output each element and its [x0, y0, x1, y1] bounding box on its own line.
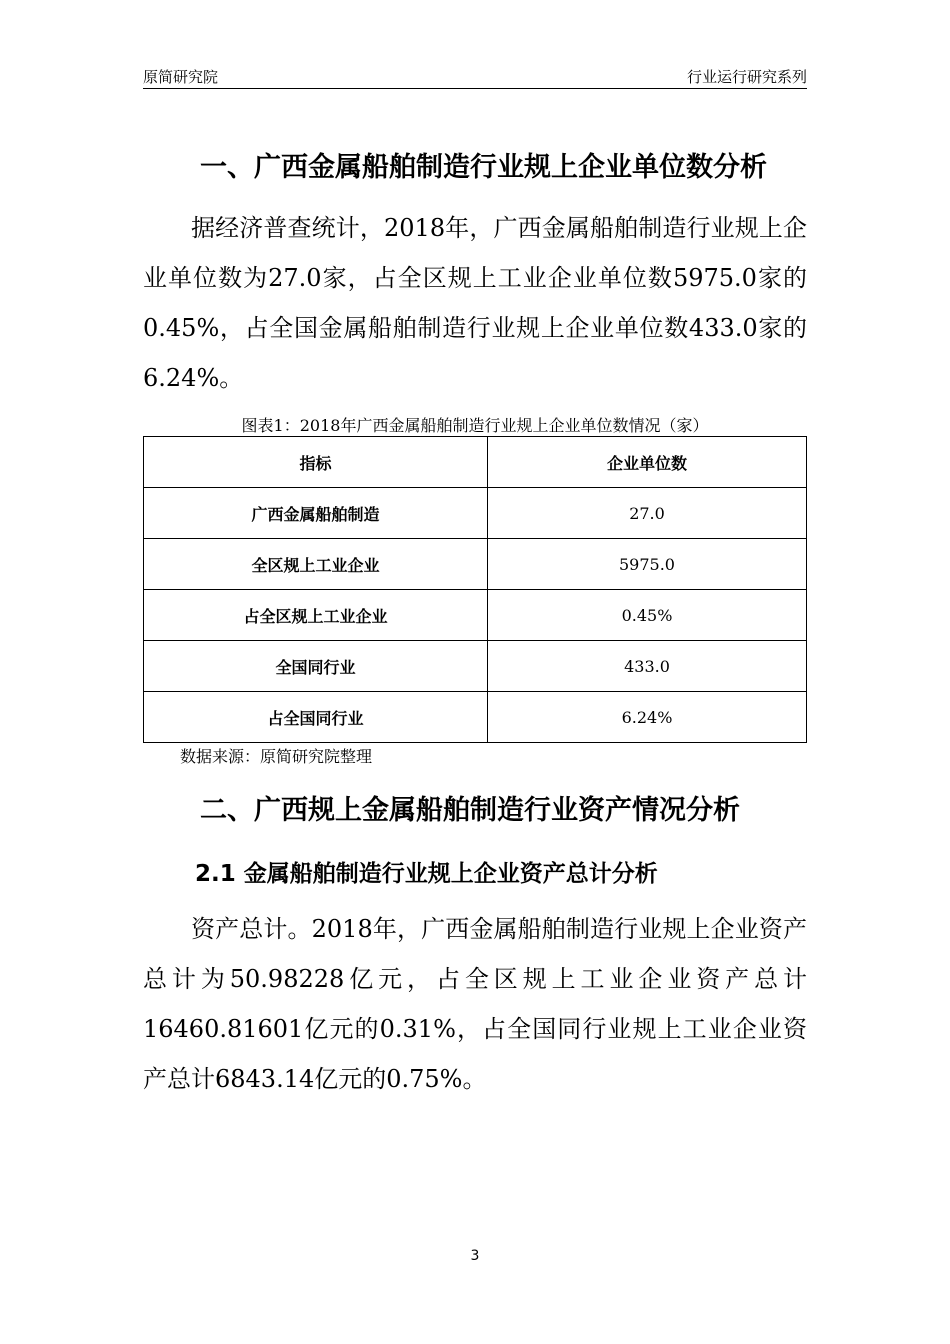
page-number: 3: [470, 1248, 480, 1264]
table-header-indicator: 指标: [144, 437, 488, 488]
subsection-title: 2.1 金属船舶制造行业规上企业资产总计分析: [195, 861, 658, 887]
table-cell-value: 5975.0: [488, 539, 807, 590]
table-cell-indicator: 全区规上工业企业: [144, 539, 488, 590]
table-row: [144, 641, 807, 692]
header-series-name: 行业运行研究系列: [686, 68, 807, 86]
table-cell-value: 27.0: [488, 488, 807, 539]
table-cell-value: 6.24%: [488, 692, 807, 743]
table-caption: 图表1：2018年广西金属船舶制造行业规上企业单位数情况（家）: [241, 416, 709, 435]
section1-title: 一、广西金属船舶制造行业规上企业单位数分析: [200, 152, 767, 183]
table-cell-value: 433.0: [488, 641, 807, 692]
section2-paragraph: 资产总计。2018年，广西金属船舶制造行业规上企业资产总计为50.98228亿元，占全区规上工业企业资产总计16460.81601亿元的0.31%，占全国同行业规上工业企业资产总计6843.14亿元的0.75%。: [143, 915, 807, 1093]
table-row: [144, 488, 807, 539]
page-header: [143, 66, 807, 89]
enterprise-count-table: [143, 436, 807, 743]
section2-title: 二、广西规上金属船舶制造行业资产情况分析: [200, 795, 740, 826]
section1-paragraph: 据经济普查统计，2018年，广西金属船舶制造行业规上企业单位数为27.0家，占全区规上工业企业单位数5975.0家的0.45%，占全国金属船舶制造行业规上企业单位数433.0家的6.24%。: [143, 214, 807, 392]
table-header-count: 企业单位数: [488, 437, 807, 488]
table-cell-indicator: 占全国同行业: [144, 692, 488, 743]
table-row: [144, 692, 807, 743]
table-cell-indicator: 占全区规上工业企业: [144, 590, 488, 641]
header-org-name: 原简研究院: [143, 68, 219, 86]
table-cell-indicator: 广西金属船舶制造: [144, 488, 488, 539]
data-source-note: 数据来源：原简研究院整理: [180, 747, 373, 766]
table-cell-indicator: 全国同行业: [144, 641, 488, 692]
table-cell-value: 0.45%: [488, 590, 807, 641]
table-row: [144, 539, 807, 590]
table-row: [144, 590, 807, 641]
table-header-row: [144, 437, 807, 488]
